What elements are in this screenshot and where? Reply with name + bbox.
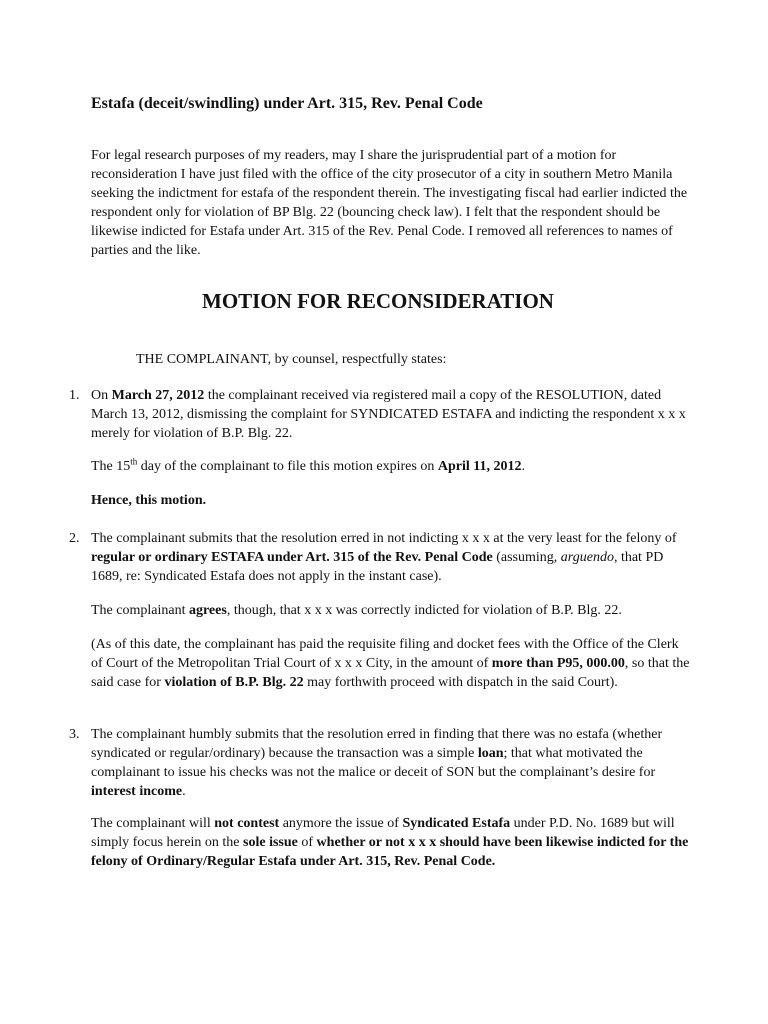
intro-paragraph: For legal research purposes of my readers, may I share the jurisprudential part of a motion for reconsideration I have just filed with the office of the city prosecutor of a city in southern Metro Manila seeking the indictment for estafa of the respondent therein. The investigating fiscal had earlier indicted the respondent only for violation of BP Blg. 22 (bouncing check law). I felt that the respondent should be likewise indicted for Estafa under Art. 315 of the Rev. Penal Code. I removed all references to names of parties and the like. — [91, 148, 688, 258]
document-title: Estafa (deceit/swindling) under Art. 315, Rev. Penal Code — [91, 95, 483, 112]
received-date: March 27, 2012 — [111, 388, 205, 403]
item-1-paragraph: On March 27, 2012 the complainant received via registered mail a copy of the RESOLUTION, dated March 13, 2012, dismissing the complaint for SYNDICATED ESTAFA and indicting the respondent x x x merely for violation of B.P. Blg. 22. — [91, 388, 686, 441]
item-3-paragraph: The complainant humbly submits that the resolution erred in finding that there was no estafa (whether syndicated or regular/ordinary) because the transaction was a simple loan; that what motivated the complainant to issue his checks was not the malice or deceit of SON but the complainant’s desire for interest income. — [91, 727, 663, 799]
item-2-paragraph: The complainant submits that the resolution erred in not indicting x x x at the very least for the felony of regular or ordinary ESTAFA under Art. 315 of the Rev. Penal Code (assuming, arguendo, that PD 1689, re: Syndicated Estafa does not apply in the instant case). — [91, 531, 677, 584]
deadline-date: April 11, 2012 — [437, 459, 522, 474]
item-1-deadline-paragraph: The 15th day of the complainant to file this motion expires on April 11, 2012. — [91, 456, 525, 474]
item-2-agreement-paragraph: The complainant agrees, though, that x x x was correctly indicted for violation of B.P. Blg. 22. — [91, 603, 622, 618]
item-number-1: 1. — [69, 388, 80, 403]
motion-heading: MOTION FOR RECONSIDERATION — [202, 289, 554, 313]
item-2-fees-paragraph: (As of this date, the complainant has paid the requisite filing and docket fees with the Office of the Clerk of Court of the Metropolitan Trial Court of x x x City, in the amount of more than P95, 000.00, so that the said case for violation of B.P. Blg. 22 may forthwith proceed with dispatch in the said Court). — [91, 637, 690, 690]
item-1-conclusion: Hence, this motion. — [91, 493, 207, 508]
item-number-3: 3. — [69, 727, 80, 742]
item-3-issue-paragraph: The complainant will not contest anymore the issue of Syndicated Estafa under P.D. No. 1689 but will simply focus herein on the sole issue of whether or not x x x should have been likewise indicted for the felony of Ordinary/Regular Estafa under Art. 315, Rev. Penal Code. — [91, 816, 689, 869]
opening-statement: THE COMPLAINANT, by counsel, respectfully states: — [136, 352, 447, 367]
item-number-2: 2. — [69, 531, 80, 546]
